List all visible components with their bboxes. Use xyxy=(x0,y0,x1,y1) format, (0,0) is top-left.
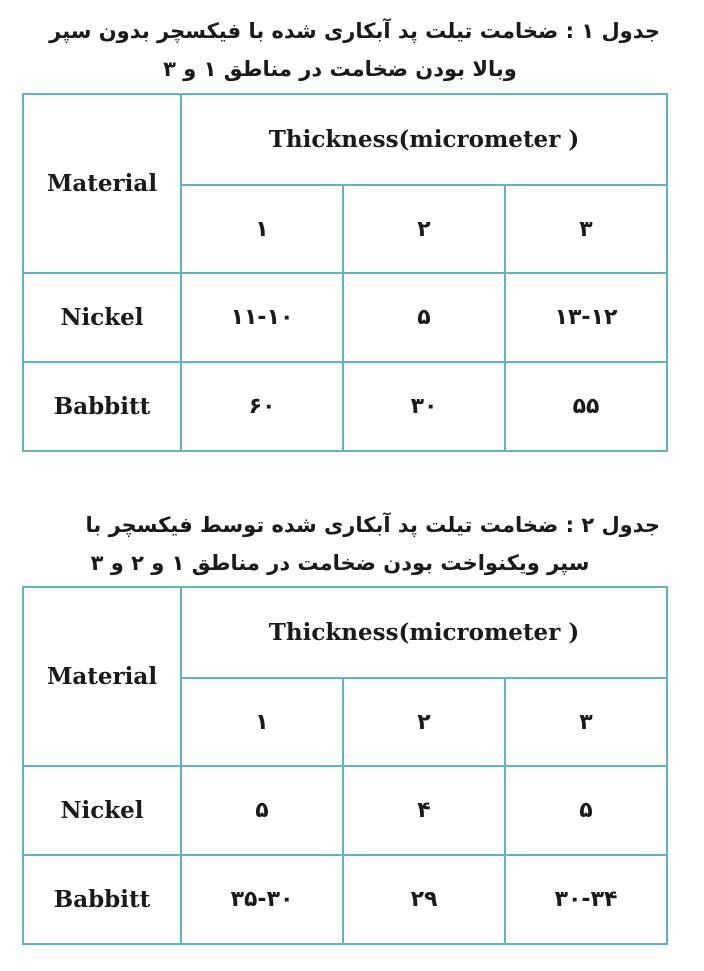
table-cell: ۳۰-۳۴ xyxy=(505,855,667,944)
thickness-header: Thickness(micrometer ) xyxy=(181,587,667,678)
table-row xyxy=(23,766,667,855)
zone-3-header: ۳ xyxy=(505,678,667,766)
table-cell: ۱۱-۱۰ xyxy=(181,273,343,362)
table2-caption xyxy=(20,506,660,582)
table1-caption xyxy=(20,12,660,88)
zone-2-header: ۲ xyxy=(343,678,505,766)
table2-caption-line2: سپر ویکنواخت بودن ضخامت در مناطق ۱ و ۲ و ۳ xyxy=(90,551,590,575)
row-label-nickel: Nickel xyxy=(23,766,181,855)
row-label-nickel: Nickel xyxy=(23,273,181,362)
table-cell: ۵ xyxy=(343,273,505,362)
table-row xyxy=(23,273,667,362)
table2-caption-line1: جدول ۲ : ضخامت تیلت پد آبکاری شده توسط فیکسچر با xyxy=(85,513,660,537)
table-cell: ۳۰ xyxy=(343,362,505,451)
zone-3-header: ۳ xyxy=(505,185,667,273)
table1-caption-line2: وبالا بودن ضخامت در مناطق ۱ و ۳ xyxy=(163,57,517,81)
table1-caption-line1: جدول ۱ : ضخامت تیلت پد آبکاری شده با فیکسچر بدون سپر xyxy=(49,19,660,43)
table-header-row xyxy=(23,94,667,185)
table-row xyxy=(23,855,667,944)
material-header: Material xyxy=(23,94,181,273)
table-cell: ۴ xyxy=(343,766,505,855)
thickness-table-2 xyxy=(22,586,668,945)
table-cell: ۵۵ xyxy=(505,362,667,451)
table-cell: ۱۳-۱۲ xyxy=(505,273,667,362)
table-cell: ۶۰ xyxy=(181,362,343,451)
thickness-header: Thickness(micrometer ) xyxy=(181,94,667,185)
table-cell: ۵ xyxy=(181,766,343,855)
thickness-table-1 xyxy=(22,93,668,452)
zone-1-header: ۱ xyxy=(181,185,343,273)
material-header: Material xyxy=(23,587,181,766)
table-cell: ۵ xyxy=(505,766,667,855)
row-label-babbitt: Babbitt xyxy=(23,855,181,944)
table-header-row xyxy=(23,587,667,678)
row-label-babbitt: Babbitt xyxy=(23,362,181,451)
table-cell: ۲۹ xyxy=(343,855,505,944)
zone-1-header: ۱ xyxy=(181,678,343,766)
table-row xyxy=(23,362,667,451)
table-cell: ۳۵-۳۰ xyxy=(181,855,343,944)
zone-2-header: ۲ xyxy=(343,185,505,273)
